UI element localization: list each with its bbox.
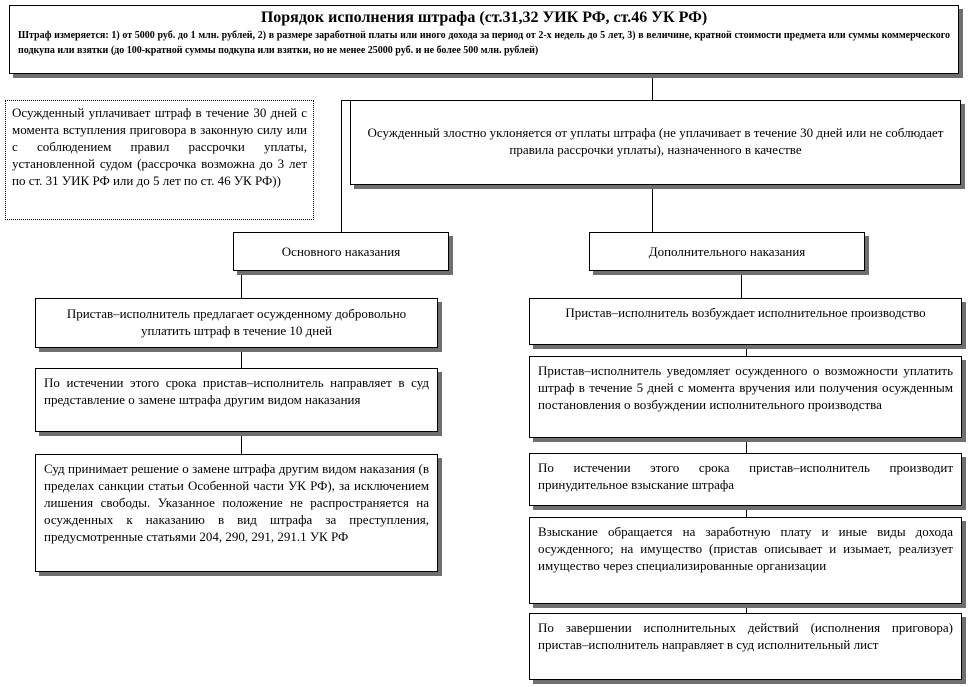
connector-line: [746, 438, 747, 453]
main-step-box: [35, 368, 438, 432]
connector-line: [746, 506, 747, 517]
connector-line: [241, 348, 242, 368]
additional-step-box: [529, 453, 962, 506]
connector-line: [741, 271, 742, 298]
connector-line: [241, 271, 242, 298]
voluntary-payment-text: Осужденный уплачивает штраф в течение 30 дней с момента вступления приговора в законную силу или с соблюдением правил рассрочки уплаты, установленной судом (рассрочка возможна до 3 лет по ст. 31 УИК РФ или до 5 лет по ст. 46 УК РФ)): [12, 105, 307, 188]
additional-step-box: [529, 356, 962, 438]
main-step-box: [35, 454, 438, 572]
main-step-text: Суд принимает решение о замене штрафа другим видом наказания (в пределах санкции статьи Особенной части УК РФ), за исключением лишения свободы. Указанное положение не распространяется на осужденных к наказанию в вид штрафа за преступления, предусмотренные статьями 204, 290, 291, 291.1 УК РФ: [44, 461, 429, 544]
main-step-text: Пристав–исполнитель предлагает осужденному добровольно уплатить штраф в течение 10 дней: [66, 306, 407, 338]
evasion-box: [350, 100, 961, 185]
additional-step-box: [529, 613, 962, 680]
additional-punishment-box: [589, 232, 865, 271]
main-step-box: [35, 298, 438, 348]
main-punishment-label: Основного наказания: [281, 244, 401, 259]
fine-description: Штраф измеряется: 1) от 5000 руб. до 1 млн. рублей, 2) в размере заработной платы или иного дохода за период от 2-х недель до 5 лет, 3) в величине, кратной стоимости предмета или суммы коммерческого подкупа или взятки (до 100-кратной суммы подкупа или взятки, но не менее 25000 руб. и не более 500 млн. рублей): [18, 30, 950, 56]
additional-step-text: По завершении исполнительных действий (исполнения приговора) пристав–исполнитель направляет в суд исполнительный лист: [538, 620, 953, 652]
main-step-text: По истечении этого срока пристав–исполнитель направляет в суд представление о замене штрафа другим видом наказания: [44, 375, 429, 407]
connector-line: [241, 432, 242, 454]
additional-step-text: Пристав–исполнитель уведомляет осужденного о возможности уплатить штраф в течение 5 дней с момента вручения или получения осужденным постановления о возбуждении исполнительного производства: [538, 363, 953, 412]
main-punishment-box: [233, 232, 449, 271]
voluntary-payment-box: [5, 100, 314, 220]
page-title: Порядок исполнения штрафа (ст.31,32 УИК РФ, ст.46 УК РФ): [260, 9, 708, 26]
additional-punishment-label: Дополнительного наказания: [648, 244, 806, 259]
connector-line: [746, 604, 747, 613]
additional-step-text: Пристав–исполнитель возбуждает исполнительное производство: [565, 305, 926, 320]
additional-step-box: [529, 517, 962, 604]
connector-line: [341, 100, 342, 232]
additional-step-text: По истечении этого срока пристав–исполнитель производит принудительное взыскание штрафа: [538, 460, 953, 492]
additional-step-text: Взыскание обращается на заработную плату и иные виды дохода осужденного; на имущество (пристав описывает и изымает, реализует имущество через специализированные организации: [538, 524, 953, 573]
additional-step-box: [529, 298, 962, 345]
connector-line: [652, 74, 653, 100]
connector-line: [746, 345, 747, 356]
header-box: [9, 5, 959, 74]
evasion-text: Осужденный злостно уклоняется от уплаты штрафа (не уплачивает в течение 30 дней или не соблюдает правила рассрочки уплаты), назначенного в качестве: [367, 125, 944, 157]
